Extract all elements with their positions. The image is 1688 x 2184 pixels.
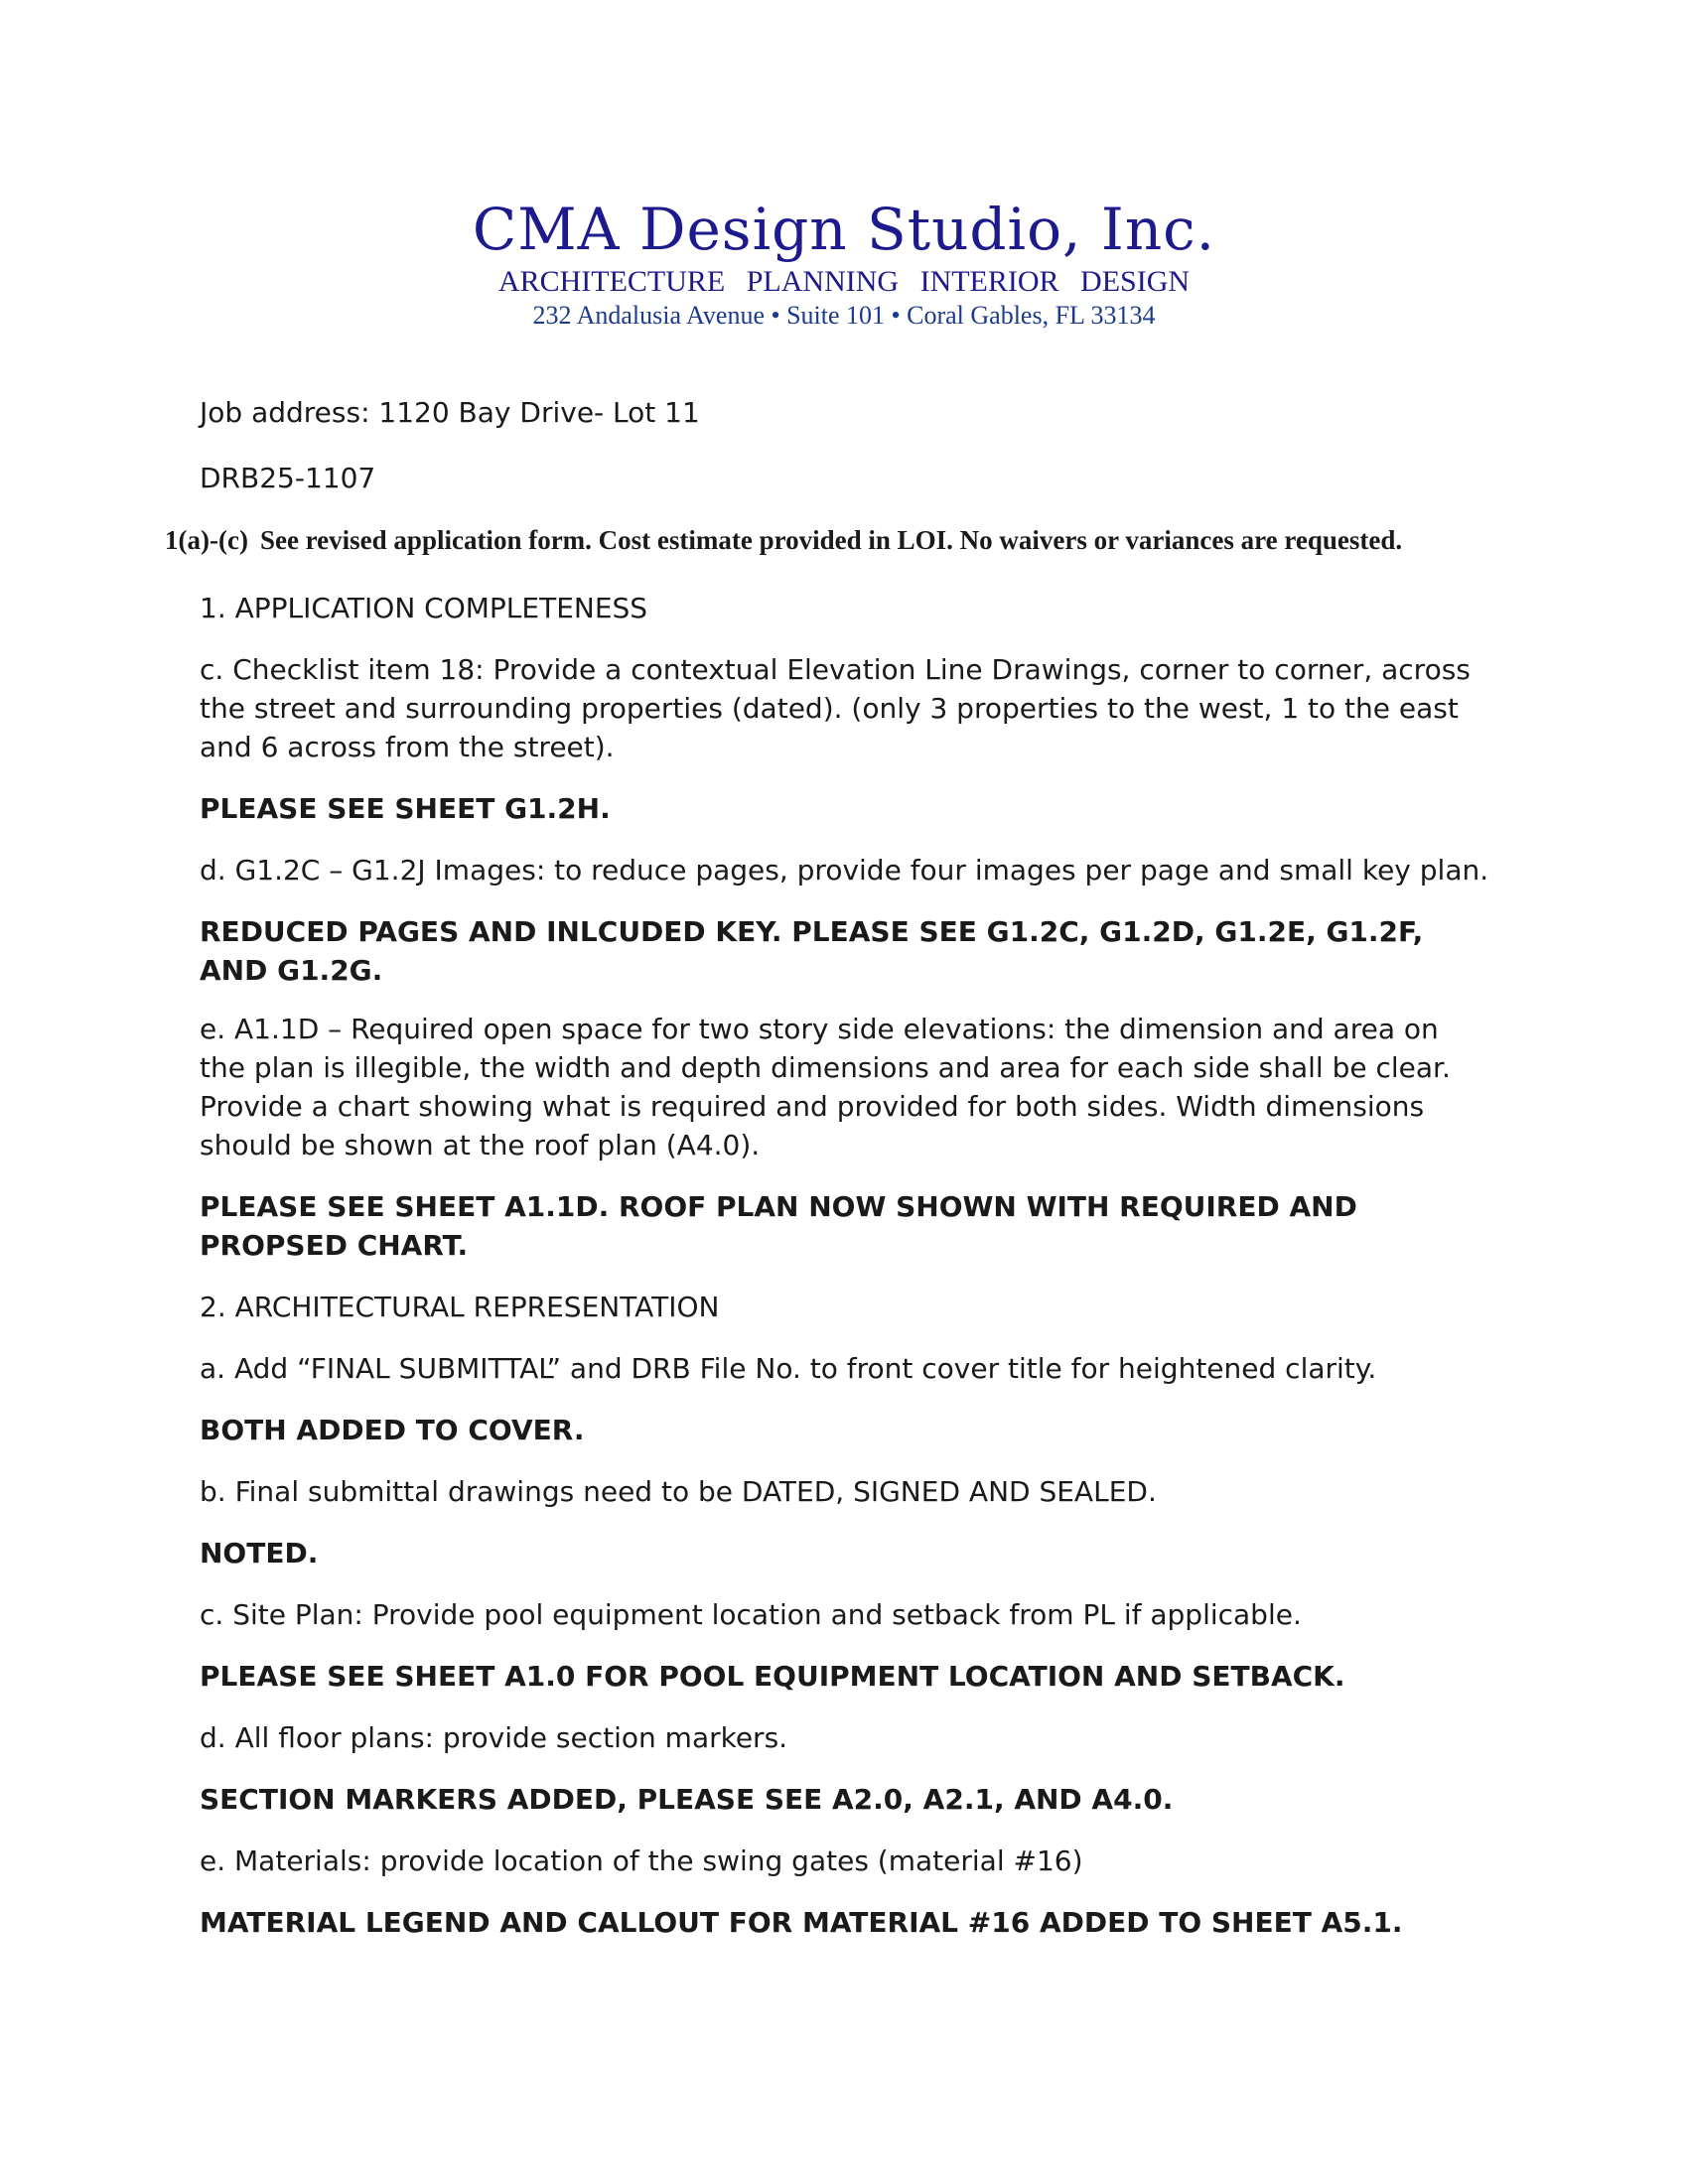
comment-text: e. A1.1D – Required open space for two story side elevations: the dimension and area on the plan is illegible, the width and depth dimensions and area for each side shall be clear. Provide a chart showing what is required and provided for both sides. Width dimensions should be shown at the roof plan (A4.0). <box>200 1013 1451 1161</box>
company-name: CMA Design Studio, Inc. <box>472 196 1216 263</box>
comment-text: 1. APPLICATION COMPLETENESS <box>200 592 648 624</box>
response-text: REDUCED PAGES AND INLCUDED KEY. PLEASE SEE G1.2C, G1.2D, G1.2E, G1.2F, AND G1.2G. <box>200 915 1424 987</box>
comment-text: 2. ARCHITECTURAL REPRESENTATION <box>200 1291 720 1323</box>
response-text: BOTH ADDED TO COVER. <box>200 1414 585 1446</box>
letterhead <box>0 195 1688 332</box>
job-address: Job address: 1120 Bay Drive- Lot 11 <box>200 396 700 429</box>
comment-text: e. Materials: provide location of the swing gates (material #16) <box>200 1844 1083 1877</box>
note-text: See revised application form. Cost estimate provided in LOI. No waivers or variances are requested. <box>259 525 1403 555</box>
response-text: PLEASE SEE SHEET A1.0 FOR POOL EQUIPMENT LOCATION AND SETBACK. <box>200 1660 1345 1693</box>
response-text: SECTION MARKERS ADDED, PLEASE SEE A2.0, A2.1, AND A4.0. <box>200 1783 1174 1816</box>
comment-text: c. Checklist item 18: Provide a contextual Elevation Line Drawings, corner to corner, across the street and surrounding properties (dated). (only 3 properties to the west, 1 to the east and 6 across from the street). <box>200 653 1471 763</box>
comment-text: d. G1.2C – G1.2J Images: to reduce pages, provide four images per page and small key plan. <box>200 854 1489 887</box>
response-text: PLEASE SEE SHEET A1.1D. ROOF PLAN NOW SHOWN WITH REQUIRED AND PROPSED CHART. <box>200 1190 1357 1262</box>
response-text: MATERIAL LEGEND AND CALLOUT FOR MATERIAL #16 ADDED TO SHEET A5.1. <box>200 1906 1403 1939</box>
response-text: PLEASE SEE SHEET G1.2H. <box>200 792 611 825</box>
company-address: 232 Andalusia Avenue • Suite 101 • Coral Gables, FL 33134 <box>532 301 1156 330</box>
note-code: 1(a)-(c) <box>165 525 248 555</box>
comment-text: a. Add “FINAL SUBMITTAL” and DRB File No. to front cover title for heightened clarity. <box>200 1352 1377 1385</box>
comment-text: b. Final submittal drawings need to be DATED, SIGNED AND SEALED. <box>200 1475 1157 1508</box>
comment-text: d. All floor plans: provide section markers. <box>200 1721 788 1754</box>
file-number: DRB25-1107 <box>200 462 376 494</box>
comment-text: c. Site Plan: Provide pool equipment location and setback from PL if applicable. <box>200 1598 1302 1631</box>
response-text: NOTED. <box>200 1537 319 1570</box>
company-tagline: ARCHITECTURE PLANNING INTERIOR DESIGN <box>497 265 1191 298</box>
comment-list <box>200 589 1490 1942</box>
application-note <box>165 525 1555 556</box>
